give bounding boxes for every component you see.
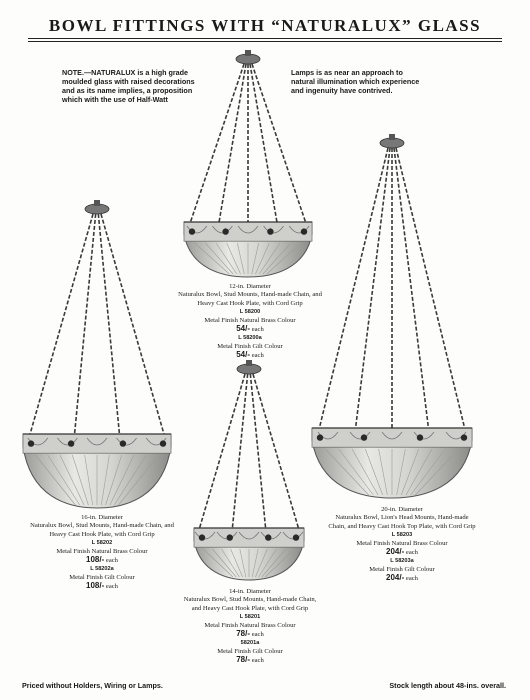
description: Naturalux Bowl, Stud Mounts, Hand-made Chain, and Heavy Cast Hook Plate, with Cord Grip	[183, 596, 317, 612]
note-line: and as its name implies, a proposition	[62, 86, 193, 95]
description: Naturalux Bowl, Lion's Head Mounts, Hand-made Chain, and Heavy Cast Hook Top Plate, with Cord Grip	[328, 514, 476, 530]
finish-label: Metal Finish Gilt Colour	[369, 565, 435, 573]
caption-20in	[328, 506, 476, 584]
diameter-label: 12-in. Diameter	[229, 283, 271, 290]
note-line: moulded glass with raised decorations	[62, 77, 195, 86]
price: 78/-	[236, 655, 251, 665]
price-unit: each	[251, 657, 264, 665]
caption-12in	[175, 283, 325, 361]
price: 108/-	[86, 581, 105, 591]
price-unit: each	[251, 352, 264, 360]
chain	[355, 148, 390, 431]
finish-label: Metal Finish Gilt Colour	[217, 342, 283, 350]
catalogue-number: L 58202	[91, 540, 113, 547]
price-unit: each	[251, 326, 264, 334]
diameter-label: 14-in. Diameter	[229, 588, 271, 595]
decorative-band	[312, 428, 472, 447]
stud-mount	[417, 434, 423, 440]
catalogue-number: L 58201	[239, 614, 261, 621]
caption-16in	[30, 514, 174, 592]
finish-label: Metal Finish Gilt Colour	[69, 573, 135, 581]
note-line: natural illumination which experience	[291, 77, 420, 86]
footer-note-left: Priced without Holders, Wiring or Lamps.	[22, 681, 163, 690]
price: 54/-	[236, 350, 251, 360]
catalogue-number: L 58203	[391, 532, 413, 539]
chain	[396, 148, 466, 432]
stud-mount	[361, 434, 367, 440]
note-line: NOTE.—NATURALUX is a high grade	[62, 68, 189, 77]
finish-label: Metal Finish Natural Brass Colour	[204, 621, 296, 629]
price: 204/-	[386, 547, 405, 557]
diameter-label: 20-in. Diameter	[381, 506, 423, 513]
price-unit: each	[105, 583, 118, 591]
catalogue-number: L 58203a	[390, 558, 414, 565]
footer-note-right: Stock length about 48-ins. overall.	[389, 681, 506, 690]
diameter-label: 16-in. Diameter	[81, 514, 123, 521]
chain	[394, 148, 429, 431]
description: Naturalux Bowl, Stud Mounts, Hand-made Chain, and Heavy Cast Hook Plate, with Cord Grip	[30, 522, 174, 538]
price-unit: each	[105, 557, 118, 565]
description: Naturalux Bowl, Stud Mounts, Hand-made Chain, and Heavy Cast Hook Plate, with Cord Grip	[178, 291, 322, 307]
finish-label: Metal Finish Gilt Colour	[217, 647, 283, 655]
catalogue-number: L 58200a	[238, 335, 262, 342]
page-title: BOWL FITTINGS WITH “NATURALUX” GLASS	[48, 16, 482, 35]
note-line: Lamps is as near an approach to	[291, 68, 403, 77]
price-unit: each	[405, 549, 418, 557]
catalogue-number: 58201a	[240, 640, 260, 647]
price: 204/-	[386, 573, 405, 583]
price-unit: each	[405, 575, 418, 583]
price-unit: each	[251, 631, 264, 639]
price: 54/-	[236, 324, 251, 334]
finish-label: Metal Finish Natural Brass Colour	[204, 316, 296, 324]
catalogue-number: L 58200	[239, 309, 261, 316]
finish-label: Metal Finish Natural Brass Colour	[356, 539, 448, 547]
catalogue-number: L 58202a	[90, 566, 114, 573]
stud-mount	[461, 434, 467, 440]
note-line: and ingenuity have contrived.	[291, 86, 393, 95]
price: 108/-	[86, 555, 105, 565]
caption-14in	[180, 588, 320, 666]
finish-label: Metal Finish Natural Brass Colour	[56, 547, 148, 555]
price: 78/-	[236, 629, 251, 639]
stud-mount	[317, 434, 323, 440]
hook	[389, 134, 395, 140]
chain	[318, 148, 388, 432]
note-line: which with the use of Half-Watt	[62, 95, 168, 104]
